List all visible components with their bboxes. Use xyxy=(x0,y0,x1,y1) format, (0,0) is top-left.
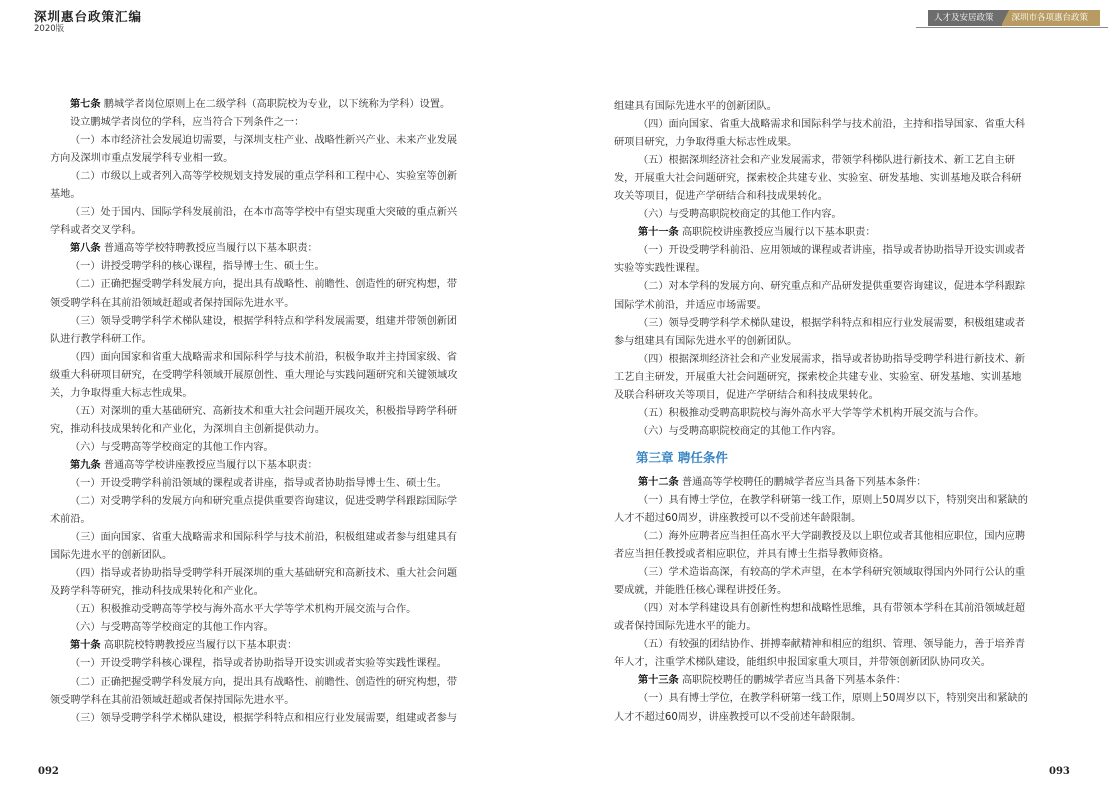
line-text: （二）海外应聘者应当担任高水平大学副教授及以上职位或者其他相应职位，国内应聘 xyxy=(638,531,1026,543)
line-text: （一）开设受聘学科核心课程，指导或者协助指导开设实训或者实验等实践性课程。 xyxy=(70,658,447,670)
text-line xyxy=(614,423,1070,441)
text-line xyxy=(614,98,1070,116)
line-text: 发，开展重大社会问题研究，探索校企共建专业、实验室、研发基地、实训基地及联合科研 xyxy=(614,173,1022,185)
article-heading-line xyxy=(70,96,504,114)
line-text: 队进行教学科研工作。 xyxy=(50,333,152,345)
article-heading-line xyxy=(70,637,504,655)
line-text: （五）对深圳的重大基础研究、高新技术和重大社会问题开展攻关，积极指导跨学科研 xyxy=(70,405,458,417)
line-text: （三）领导受聘学科学术梯队建设，根据学科特点和学科发展需要，组建并带领创新团 xyxy=(70,315,458,327)
line-text: 及联合科研攻关等项目，促进产学研结合和科技成果转化。 xyxy=(614,389,879,401)
line-text: 领受聘学科在其前沿领域赶超或者保持国际先进水平。 xyxy=(50,694,295,706)
line-text: （三）领导受聘学科学术梯队建设，根据学科特点和相应行业发展需要，组建或者参与 xyxy=(70,712,458,724)
text-line xyxy=(614,315,1070,333)
line-text: （三）处于国内、国际学科发展前沿，在本市高等学校中有望实现重大突破的重点新兴 xyxy=(70,207,458,219)
text-line xyxy=(614,546,1070,564)
line-text: 学科或者交叉学科。 xyxy=(50,225,142,237)
line-text: （一）讲授受聘学科的核心课程，指导博士生、硕士生。 xyxy=(70,261,325,273)
line-text: 领受聘学科在其前沿领域赶超或者保持国际先进水平。 xyxy=(50,297,295,309)
line-text: （二）对受聘学科的发展方向和研究重点提供重要咨询建议，促进受聘学科跟踪国际学 xyxy=(70,496,458,508)
line-text: 高职院校讲座教授应当履行以下基本职责： xyxy=(678,227,876,239)
text-line xyxy=(70,439,504,457)
line-text: （六）与受聘高等学校商定的其他工作内容。 xyxy=(70,622,274,634)
line-text: 实验等实践性课程。 xyxy=(614,263,706,275)
text-line xyxy=(614,405,1070,423)
text-line xyxy=(614,492,1070,510)
article-number: 第十二条 xyxy=(638,476,679,488)
text-line xyxy=(614,709,1070,727)
line-text: （四）面向国家、省重大战略需求和国际科学与技术前沿，主持和指导国家、省重大科 xyxy=(638,119,1026,131)
line-text: 普通高等学校聘任的鹏城学者应当具备下列基本条件： xyxy=(678,476,927,488)
publication-title: 深圳惠台政策汇编 xyxy=(34,9,143,24)
text-line xyxy=(70,313,504,331)
line-text: （五）积极推动受聘高等学校与海外高水平大学等学术机构开展交流与合作。 xyxy=(70,604,417,616)
article-number: 第十三条 xyxy=(638,675,679,687)
text-line xyxy=(70,276,504,294)
right-articles-after xyxy=(614,474,1070,727)
line-text: 普通高等学校特聘教授应当履行以下基本职责： xyxy=(100,243,318,255)
line-text: （三）面向国家、省重大战略需求和国际科学与技术前沿，积极组建或者参与组建具有 xyxy=(70,532,458,544)
text-line xyxy=(614,170,1070,188)
line-text: 高职院校特聘教授应当履行以下基本职责： xyxy=(100,640,298,652)
line-text: （五）积极推动受聘高职院校与海外高水平大学等学术机构开展交流与合作。 xyxy=(638,407,985,419)
line-text: （五）根据深圳经济社会和产业发展需求，带领学科梯队进行新技术、新工艺自主研 xyxy=(638,155,1015,167)
line-text: 国际学术前沿，并适应市场需要。 xyxy=(614,299,767,311)
text-line xyxy=(70,258,504,276)
line-text: 究，推动科技成果转化和产业化，为深圳自主创新提供动力。 xyxy=(50,423,326,435)
header-rule xyxy=(916,27,1108,28)
line-text: （六）与受聘高职院校商定的其他工作内容。 xyxy=(638,425,842,437)
text-line xyxy=(50,150,504,168)
text-line xyxy=(50,547,504,565)
text-line xyxy=(614,528,1070,546)
text-line xyxy=(50,692,504,710)
article-heading-line xyxy=(70,457,504,475)
text-line xyxy=(70,204,504,222)
text-line xyxy=(614,636,1070,654)
text-line xyxy=(614,618,1070,636)
line-text: 参与组建具有国际先进水平的创新团队。 xyxy=(614,335,798,347)
text-line xyxy=(614,387,1070,405)
line-text: （六）与受聘高职院校商定的其他工作内容。 xyxy=(638,209,842,221)
text-line xyxy=(70,493,504,511)
line-text: 鹏城学者岗位原则上在二级学科（高职院校为专业，以下统称为学科）设置。 xyxy=(100,99,451,110)
text-line xyxy=(50,186,504,204)
article-number: 第八条 xyxy=(70,243,101,255)
text-line xyxy=(614,206,1070,224)
article-number: 第七条 xyxy=(70,99,101,110)
line-text: （一）具有博士学位，在教学科研第一线工作，原则上50周岁以下，特别突出和紧缺的 xyxy=(638,693,1028,705)
article-number: 第十条 xyxy=(70,640,101,652)
text-line xyxy=(70,475,504,493)
text-line xyxy=(614,297,1070,315)
text-line xyxy=(70,710,504,728)
line-text: 人才不超过60周岁，讲座教授可以不受前述年龄限制。 xyxy=(614,711,862,723)
tab-city-policy[interactable]: 深圳市各项惠台政策 xyxy=(1002,10,1101,26)
text-line xyxy=(70,565,504,583)
page-number-left: 092 xyxy=(38,766,59,777)
text-line xyxy=(50,511,504,529)
text-line xyxy=(70,674,504,692)
text-line xyxy=(614,260,1070,278)
line-text: （六）与受聘高等学校商定的其他工作内容。 xyxy=(70,441,274,453)
line-text: 研项目研究，力争取得重大标志性成果。 xyxy=(614,137,798,149)
text-line xyxy=(70,168,504,186)
line-text: 基地。 xyxy=(50,189,81,201)
text-line xyxy=(70,655,504,673)
line-text: （一）开设受聘学科前沿、应用领域的课程或者讲座，指导或者协助指导开设实训或者 xyxy=(638,245,1026,257)
text-line xyxy=(70,529,504,547)
line-text: （三）学术造诣高深，有较高的学术声望，在本学科研究领域取得国内外同行公认的重 xyxy=(638,567,1026,579)
chapter-heading: 第三章 聘任条件 xyxy=(636,449,728,465)
line-text: 或者保持国际先进水平的能力。 xyxy=(614,621,757,633)
article-heading-line xyxy=(614,672,1070,690)
line-text: （四）面向国家和省重大战略需求和国际科学与技术前沿，积极争取并主持国家级、省 xyxy=(70,351,458,363)
text-line xyxy=(70,349,504,367)
text-line xyxy=(614,564,1070,582)
line-text: （二）正确把握受聘学科发展方向，提出具有战略性、前瞻性、创造性的研究构想，带 xyxy=(70,676,458,688)
article-heading-line xyxy=(614,224,1070,242)
line-text: 要成就，并能胜任核心课程讲授任务。 xyxy=(614,585,788,597)
line-text: 关，力争取得重大标志性成果。 xyxy=(50,387,193,399)
line-text: 高职院校聘任的鹏城学者应当具备下列基本条件： xyxy=(678,675,907,687)
text-line xyxy=(614,188,1070,206)
right-page-body xyxy=(614,98,1070,727)
text-line xyxy=(614,242,1070,260)
text-line xyxy=(50,421,504,439)
text-line xyxy=(614,510,1070,528)
line-text: （四）指导或者协助指导受聘学科开展深圳的重大基础研究和高新技术、重大社会问题 xyxy=(70,568,458,580)
line-text: 人才不超过60周岁，讲座教授可以不受前述年龄限制。 xyxy=(614,512,862,524)
article-heading-line xyxy=(614,474,1070,492)
line-text: （二）正确把握受聘学科发展方向，提出具有战略性、前瞻性、创造性的研究构想，带 xyxy=(70,279,458,291)
text-line xyxy=(50,331,504,349)
text-line xyxy=(614,134,1070,152)
article-number: 第十一条 xyxy=(638,227,679,239)
text-line xyxy=(614,600,1070,618)
publication-brand xyxy=(34,10,142,35)
text-line xyxy=(70,114,504,132)
line-text: （五）有较强的团结协作、拼搏奉献精神和相应的组织、管理、领导能力，善于培养青 xyxy=(638,639,1026,651)
line-text: 攻关等项目，促进产学研结合和科技成果转化。 xyxy=(614,191,828,203)
line-text: （二）市级以上或者列入高等学校规划支持发展的重点学科和工程中心、实验室等创新 xyxy=(70,171,458,183)
text-line xyxy=(614,690,1070,708)
article-number: 第九条 xyxy=(70,459,101,471)
line-text: （一）开设受聘学科前沿领域的课程或者讲座，指导或者协助指导博士生、硕士生。 xyxy=(70,477,447,489)
edition-label: 2020版 xyxy=(34,24,65,34)
text-line xyxy=(50,583,504,601)
line-text: 级重大科研项目研究，在受聘学科领域开展原创性、重大理论与实践问题研究和关键领域攻 xyxy=(50,369,458,381)
line-text: （三）领导受聘学科学术梯队建设，根据学科特点和相应行业发展需要，积极组建或者 xyxy=(638,317,1026,329)
text-line xyxy=(70,601,504,619)
left-page-body xyxy=(50,96,504,728)
line-text: 国际先进水平的创新团队。 xyxy=(50,550,173,562)
text-line xyxy=(70,619,504,637)
text-line xyxy=(614,582,1070,600)
line-text: 组建具有国际先进水平的创新团队。 xyxy=(614,101,777,112)
line-text: 工艺自主研发，开展重大社会问题研究，探索校企共建专业、实验室、研发基地、实训基地 xyxy=(614,371,1022,383)
line-text: （四）根据深圳经济社会和产业发展需求，指导或者协助指导受聘学科进行新技术、新 xyxy=(638,353,1026,365)
text-line xyxy=(50,385,504,403)
line-text: 及跨学科等研究，推动科技成果转化和产业化。 xyxy=(50,586,264,598)
tab-talent-policy[interactable]: 人才及安居政策 xyxy=(928,10,1002,26)
text-line xyxy=(614,369,1070,387)
text-line xyxy=(614,152,1070,170)
line-text: 术前沿。 xyxy=(50,514,91,526)
line-text: 普通高等学校讲座教授应当履行以下基本职责： xyxy=(100,459,318,471)
line-text: 方向及深圳市重点发展学科专业相一致。 xyxy=(50,153,234,165)
text-line xyxy=(614,351,1070,369)
text-line xyxy=(50,295,504,313)
article-heading-line xyxy=(70,240,504,258)
line-text: 年人才，注重学术梯队建设，能组织申报国家重大项目，并带领创新团队协同攻关。 xyxy=(614,657,991,669)
line-text: （二）对本学科的发展方向、研究重点和产品研发提供重要咨询建议，促进本学科跟踪 xyxy=(638,281,1026,293)
right-articles-before xyxy=(614,98,1070,441)
line-text: （一）本市经济社会发展迫切需要，与深圳支柱产业、战略性新兴产业、未来产业发展 xyxy=(70,135,458,147)
text-line xyxy=(614,333,1070,351)
line-text: （一）具有博士学位，在教学科研第一线工作，原则上50周岁以下，特别突出和紧缺的 xyxy=(638,494,1028,506)
section-tabs xyxy=(928,10,1100,26)
line-text: 者应当担任教授或者相应职位，并具有博士生指导教师资格。 xyxy=(614,549,890,561)
text-line xyxy=(614,116,1070,134)
text-line xyxy=(50,222,504,240)
line-text: 设立鹏城学者岗位的学科，应当符合下列条件之一： xyxy=(70,117,305,129)
text-line xyxy=(50,367,504,385)
line-text: （四）对本学科建设具有创新性构想和战略性思维，具有带领本学科在其前沿领域赶超 xyxy=(638,603,1026,615)
text-line xyxy=(70,403,504,421)
text-line xyxy=(614,278,1070,296)
page-number-right: 093 xyxy=(1049,766,1070,777)
text-line xyxy=(614,654,1070,672)
text-line xyxy=(70,132,504,150)
